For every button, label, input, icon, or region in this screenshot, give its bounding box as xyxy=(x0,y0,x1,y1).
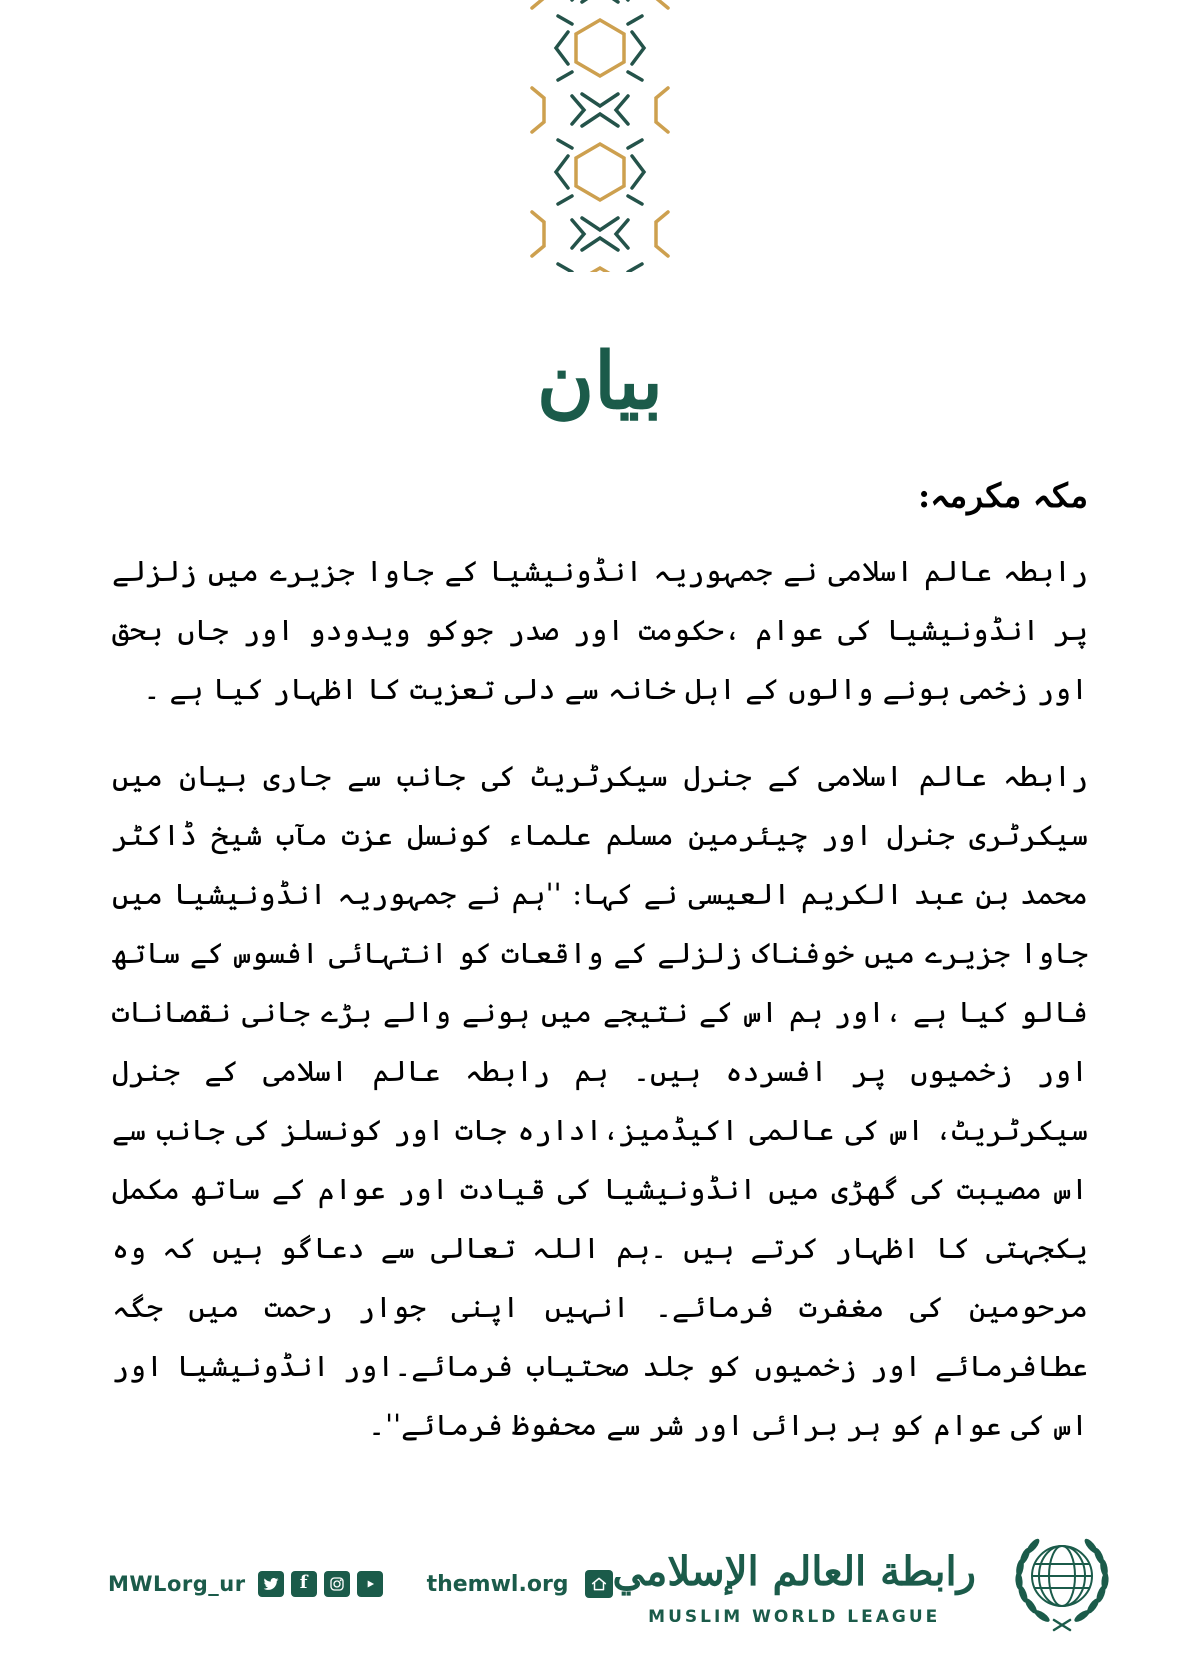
social-handle: MWLorg_ur xyxy=(108,1572,246,1596)
home-icon[interactable] xyxy=(585,1570,613,1598)
statement-body xyxy=(112,468,1088,1483)
decorative-geometric-pattern xyxy=(530,0,670,272)
page-title: بیان xyxy=(536,336,664,427)
website-link[interactable]: themwl.org xyxy=(426,1571,569,1597)
mwl-logo xyxy=(613,1526,1138,1642)
dateline: مکہ مکرمہ: xyxy=(917,476,1088,515)
youtube-icon[interactable] xyxy=(357,1571,383,1597)
mwl-english-name: MUSLIM WORLD LEAGUE xyxy=(648,1607,941,1627)
instagram-icon[interactable] xyxy=(324,1571,350,1597)
facebook-icon[interactable]: f xyxy=(291,1571,317,1597)
mwl-arabic-name: رابطة العالم الإسلامي xyxy=(612,1548,976,1595)
paragraph-secretary-statement: رابطہ عالم اسلامی کے جنرل سیکرٹریٹ کی جانب سے جاری بیان میں سیکرٹری جنرل اور چیئرمین مسلم علماء کونسل عزت مآب شیخ ڈاکٹر محمد بن عبد الکریم العیسی نے کہا: ''ہم نے جمہوریہ انڈونیشیا میں جاوا جزیرے میں خوفناک زلزلے کے واقعات کو انتہائی افسوس کے ساتھ فالو کیا ہے ،اور ہم اس کے نتیجے میں ہونے والے بڑے جانی نقصانات اور زخمیوں پر افسردہ ہیں۔ ہم رابطہ عالم اسلامی کے جنرل سیکرٹریٹ، اس کی عالمی اکیڈمیز،ادارہ جات اور کونسلز کی جانب سے اس مصیبت کی گھڑی میں انڈونیشیا کی قیادت اور عوام کے ساتھ مکمل یکجہتی کا اظہار کرتے ہیں ۔ہم اللہ تعالی سے دعاگو ہیں کہ وہ مرحومین کی مغفرت فرمائے۔ انہیں اپنی جوار رحمت میں جگہ عطافرمائے اور زخمیوں کو جلد صحتیاب فرمائے۔اور انڈونیشیا اور اس کی عوام کو ہر برائی اور شر سے محفوظ فرمائے''۔ xyxy=(112,759,1088,1442)
twitter-icon[interactable] xyxy=(258,1571,284,1597)
mwl-logo-text xyxy=(613,1541,976,1627)
globe-laurel-emblem xyxy=(986,1526,1138,1642)
paragraph-condolence: رابطہ عالم اسلامی نے جمہوریہ انڈونیشیا کے جاوا جزیرے میں زلزلے پر انڈونیشیا کی عوام ،حکومت اور صدر جوکو ویدودو اور جاں بحق اور زخمی ہونے والوں کے اہل خانہ سے دلی تعزیت کا اظہار کیا ہے ۔ xyxy=(112,554,1088,706)
social-icon-row xyxy=(258,1571,383,1597)
footer-social-block xyxy=(108,1570,613,1598)
footer xyxy=(108,1525,1104,1643)
